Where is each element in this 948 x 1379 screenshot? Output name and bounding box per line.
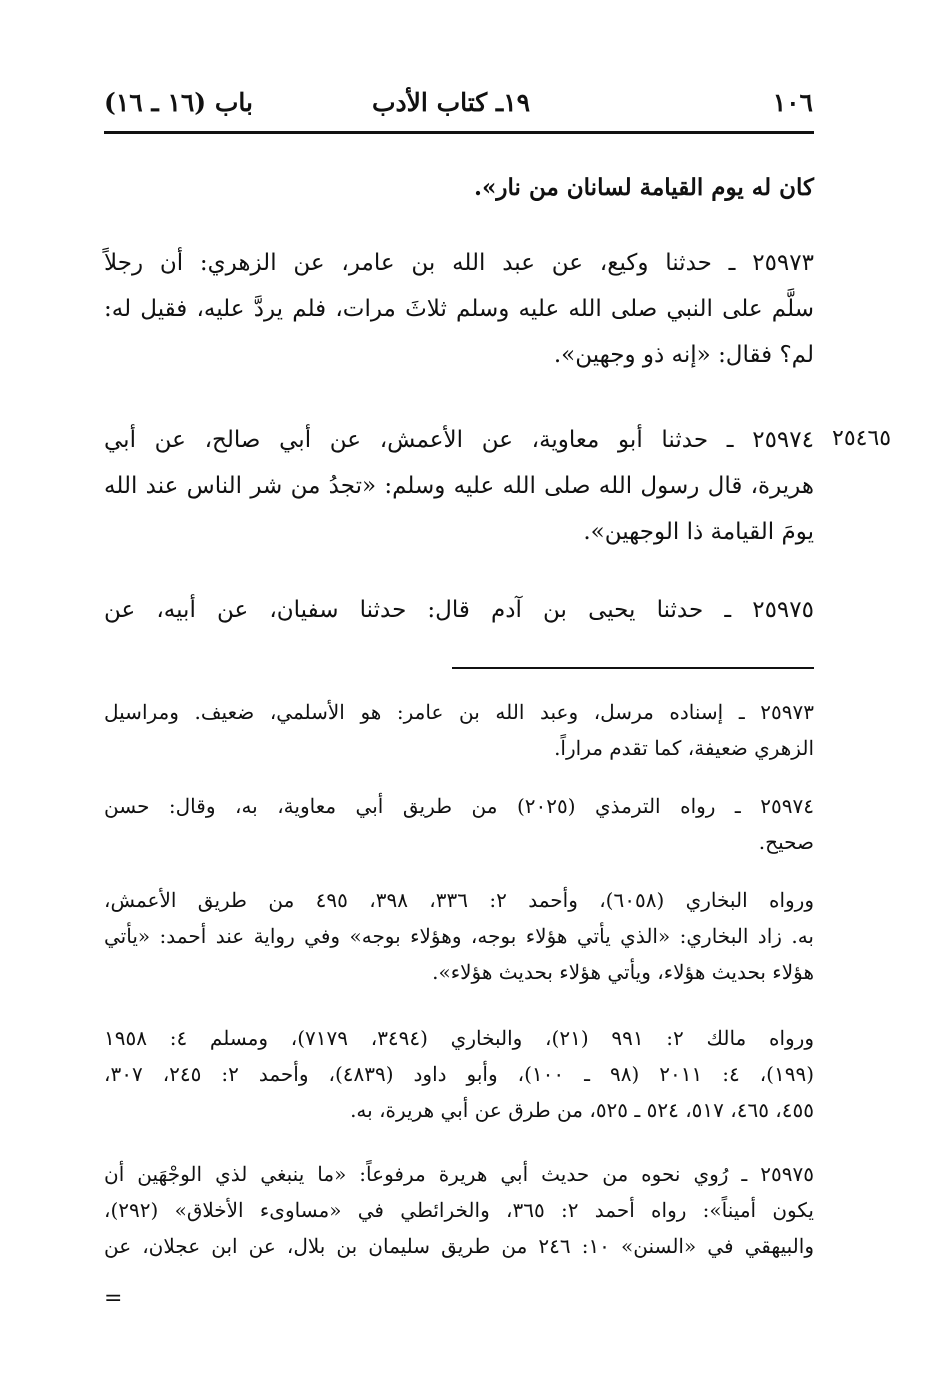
footnote-line: ٢٥٩٧٤ ـ رواه الترمذي (٢٠٢٥) من طريق أبي معاوية، به، وقال: حسن xyxy=(104,794,814,818)
footnote-bukhari xyxy=(104,882,814,990)
margin-number: ٢٥٤٦٥ xyxy=(832,426,892,451)
paragraph-continuation xyxy=(104,165,814,211)
chapter-title: ١٩ـ كتاب الأدب xyxy=(372,88,531,117)
continuation-mark: = xyxy=(104,1286,123,1311)
footnote-line: يكون أميناً»: رواه أحمد ٢: ٣٦٥، والخرائطي في «مساوىء الأخلاق» (٢٩٢)، xyxy=(104,1198,815,1222)
footnote-line: ٤٥٥، ٤٦٥، ٥١٧، ٥٢٤ ـ ٥٢٥، من طرق عن أبي هريرة، به. xyxy=(350,1098,814,1122)
footnote-line: والبيهقي في «السنن» ١٠: ٢٤٦ من طريق سليمان بن بلال، عن ابن عجلان، عن xyxy=(104,1234,814,1258)
hadith-25975 xyxy=(104,587,814,633)
footnote-25975 xyxy=(104,1156,814,1264)
text-line: ٢٥٩٧٤ ـ حدثنا أبو معاوية، عن الأعمش، عن أبي صالح، عن أبي xyxy=(104,427,814,453)
footnote-line: هؤلاء بحديث هؤلاء، ويأتي هؤلاء بحديث هؤلاء». xyxy=(432,960,814,984)
text-line: يومَ القيامة ذا الوجهين». xyxy=(583,519,814,545)
text-line: لم؟ فقال: «إنه ذو وجهين». xyxy=(553,342,814,368)
text-line: ٢٥٩٧٣ ـ حدثنا وكيع، عن عبد الله بن عامر، عن الزهري: أن رجلاً xyxy=(104,250,814,276)
footnote-line: ٢٥٩٧٥ ـ رُوي نحوه من حديث أبي هريرة مرفوعاً: «ما ينبغي لذي الوجْهَين أن xyxy=(104,1162,814,1186)
footnote-line: ورواه البخاري (٦٠٥٨)، وأحمد ٢: ٣٣٦، ٣٩٨، ٤٩٥ من طريق الأعمش، xyxy=(104,888,814,912)
text-line: سلَّم على النبي صلى الله عليه وسلم ثلاثَ مرات، فلم يردَّ عليه، فقيل له: xyxy=(104,296,814,322)
footnote-rule xyxy=(452,667,814,669)
footnote-line: به. زاد البخاري: «الذي يأتي هؤلاء بوجه، وهؤلاء بوجه» وفي رواية عند أحمد: «يأتي xyxy=(104,924,814,948)
footnote-line: صحيح. xyxy=(758,830,814,854)
footnote-25974 xyxy=(104,788,814,860)
footnote-malik xyxy=(104,1020,814,1128)
page-number: ١٠٦ xyxy=(772,88,813,117)
footnote-line: ورواه مالك ٢: ٩٩١ (٢١)، والبخاري (٣٤٩٤، ٧١٧٩)، ومسلم ٤: ١٩٥٨ xyxy=(104,1026,815,1050)
section-title: باب (١٦ ـ ١٦) xyxy=(104,88,253,117)
text-line: ٢٥٩٧٥ ـ حدثنا يحيى بن آدم قال: حدثنا سفيان، عن أبيه، عن xyxy=(104,597,814,623)
hadith-25973 xyxy=(104,240,814,378)
footnote-line: ٢٥٩٧٣ ـ إسناده مرسل، وعبد الله بن عامر: هو الأسلمي، ضعيف. ومراسيل xyxy=(104,700,814,724)
text-line: هريرة، قال رسول الله صلى الله عليه وسلم: «تجدُ من شر الناس عند الله xyxy=(104,473,814,499)
text-line: كان له يوم القيامة لسانان من نار». xyxy=(474,174,814,201)
footnote-line: (١٩٩)، ٤: ٢٠١١ (٩٨ ـ ١٠٠)، وأبو داود (٤٨٣٩)، وأحمد ٢: ٢٤٥، ٣٠٧، xyxy=(104,1062,814,1086)
hadith-25974 xyxy=(104,417,814,555)
footnote-25973 xyxy=(104,694,814,766)
footnote-line: الزهري ضعيفة، كما تقدم مراراً. xyxy=(554,736,814,760)
header-rule xyxy=(104,131,814,134)
